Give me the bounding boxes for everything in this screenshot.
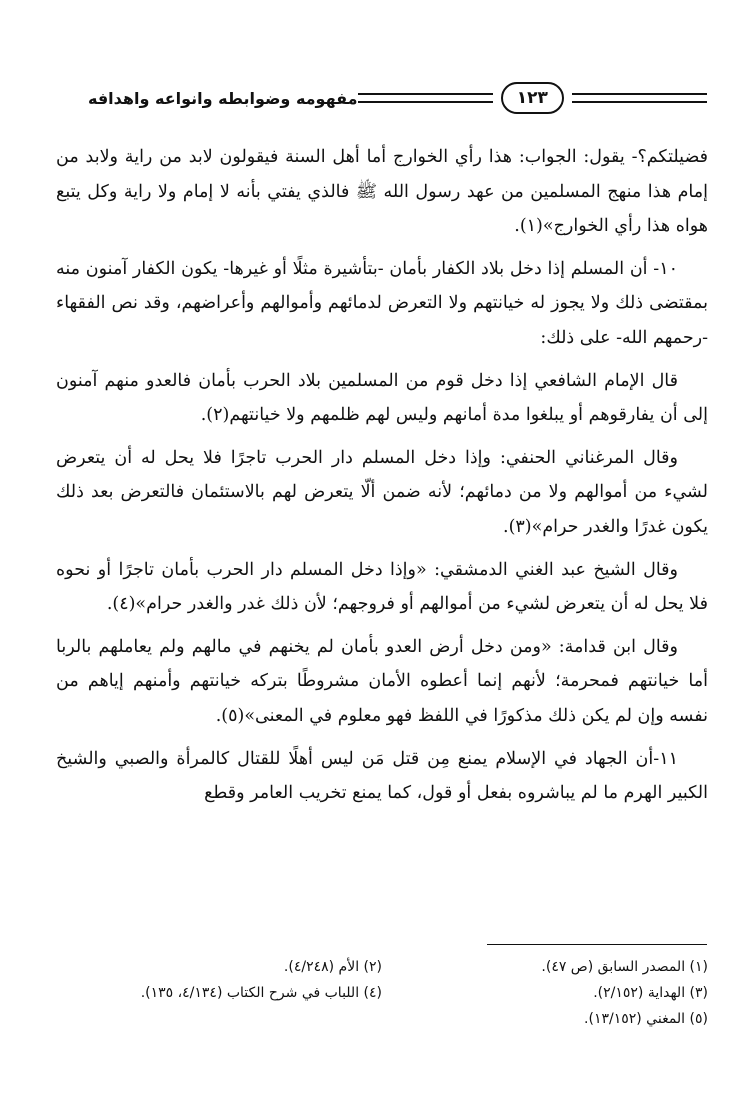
header-rule-right xyxy=(358,93,493,103)
paragraph: قال الإمام الشافعي إذا دخل قوم من المسلمين بلاد الحرب بأمان فالعدو منهم آمنون إلى أن يفارقوهم أو يبلغوا مدة أمانهم وليس لهم ظلمهم ولا خيانتهم(٢). xyxy=(56,370,708,426)
paragraph: وقال المرغناني الحنفي: وإذا دخل المسلم دار الحرب تاجرًا فلا يحل له أن يتعرض لشيء من أموالهم ولا من دمائهم؛ لأنه ضمن ألّا يتعرض لهم بالاستئمان فالتعرض بعد ذلك يكون غدرًا والغدر حرام»(٣). xyxy=(56,447,708,537)
footnote-row xyxy=(56,954,708,980)
footnote: (٣) الهداية (٢/١٥٢). xyxy=(593,985,708,1001)
footnote-separator xyxy=(487,944,707,945)
footnote: (٤) اللباب في شرح الكتاب (٤/١٣٤، ١٣٥). xyxy=(140,985,382,1001)
footnote-row xyxy=(56,980,708,1006)
paragraph: وقال الشيخ عبد الغني الدمشقي: «وإذا دخل المسلم دار الحرب بأمان تاجرًا أو نحوه فلا يحل له أن يتعرض لشيء من أموالهم أو فروجهم؛ لأن ذلك غدر والغدر حرام»(٤). xyxy=(56,559,708,615)
paragraph: فضيلتكم؟- يقول: الجواب: هذا رأي الخوارج أما أهل السنة فيقولون لابد من راية ولابد من إمام هذا منهج المسلمين من عهد رسول الله ﷺ فالذي يفتي بأنه لا إمام ولا راية وكل يتبع هواه هذا رأي الخوارج»(١). xyxy=(56,147,708,237)
body-text xyxy=(56,140,708,819)
footnotes xyxy=(56,954,708,1032)
footnote: (٢) الأم (٤/٢٤٨). xyxy=(283,959,382,975)
paragraph: ١١-أن الجهاد في الإسلام يمنع مِن قتل مَن ليس أهلًا للقتال كالمرأة والصبي والشيخ الكبير الهرم ما لم يباشروه بفعل أو قول، كما يمنع تخريب العامر وقطع xyxy=(56,748,708,804)
footnote: (٥) المغني (١٣/١٥٢). xyxy=(584,1011,708,1027)
paragraph: وقال ابن قدامة: «ومن دخل أرض العدو بأمان لم يخنهم في مالهم ولم يعاملهم بالربا أما خيانتهم فمحرمة؛ لأنهم إنما أعطوه الأمان مشروطًا بتركه خيانتهم وأمنهم إياهم من نفسه وإن لم يكن ذلك مذكورًا في اللفظ فهو معلوم في المعنى»(٥). xyxy=(56,636,708,726)
header-rule-left xyxy=(572,93,707,103)
footnote-row xyxy=(56,1006,708,1032)
header-title: مفهومه وضوابطه وانواعه واهدافه xyxy=(88,88,358,108)
running-header xyxy=(80,80,707,116)
page-number: ١٢٣ xyxy=(501,82,564,114)
paragraph: ١٠- أن المسلم إذا دخل بلاد الكفار بأمان -بتأشيرة مثلًا أو غيرها- يكون الكفار آمنون منه بمقتضى ذلك ولا يجوز له خيانتهم ولا التعرض لدمائهم وأموالهم وأعراضهم، وقد نص الفقهاء -رحمهم الله- على ذلك: xyxy=(56,258,708,348)
footnote: (١) المصدر السابق (ص ٤٧). xyxy=(541,959,708,975)
